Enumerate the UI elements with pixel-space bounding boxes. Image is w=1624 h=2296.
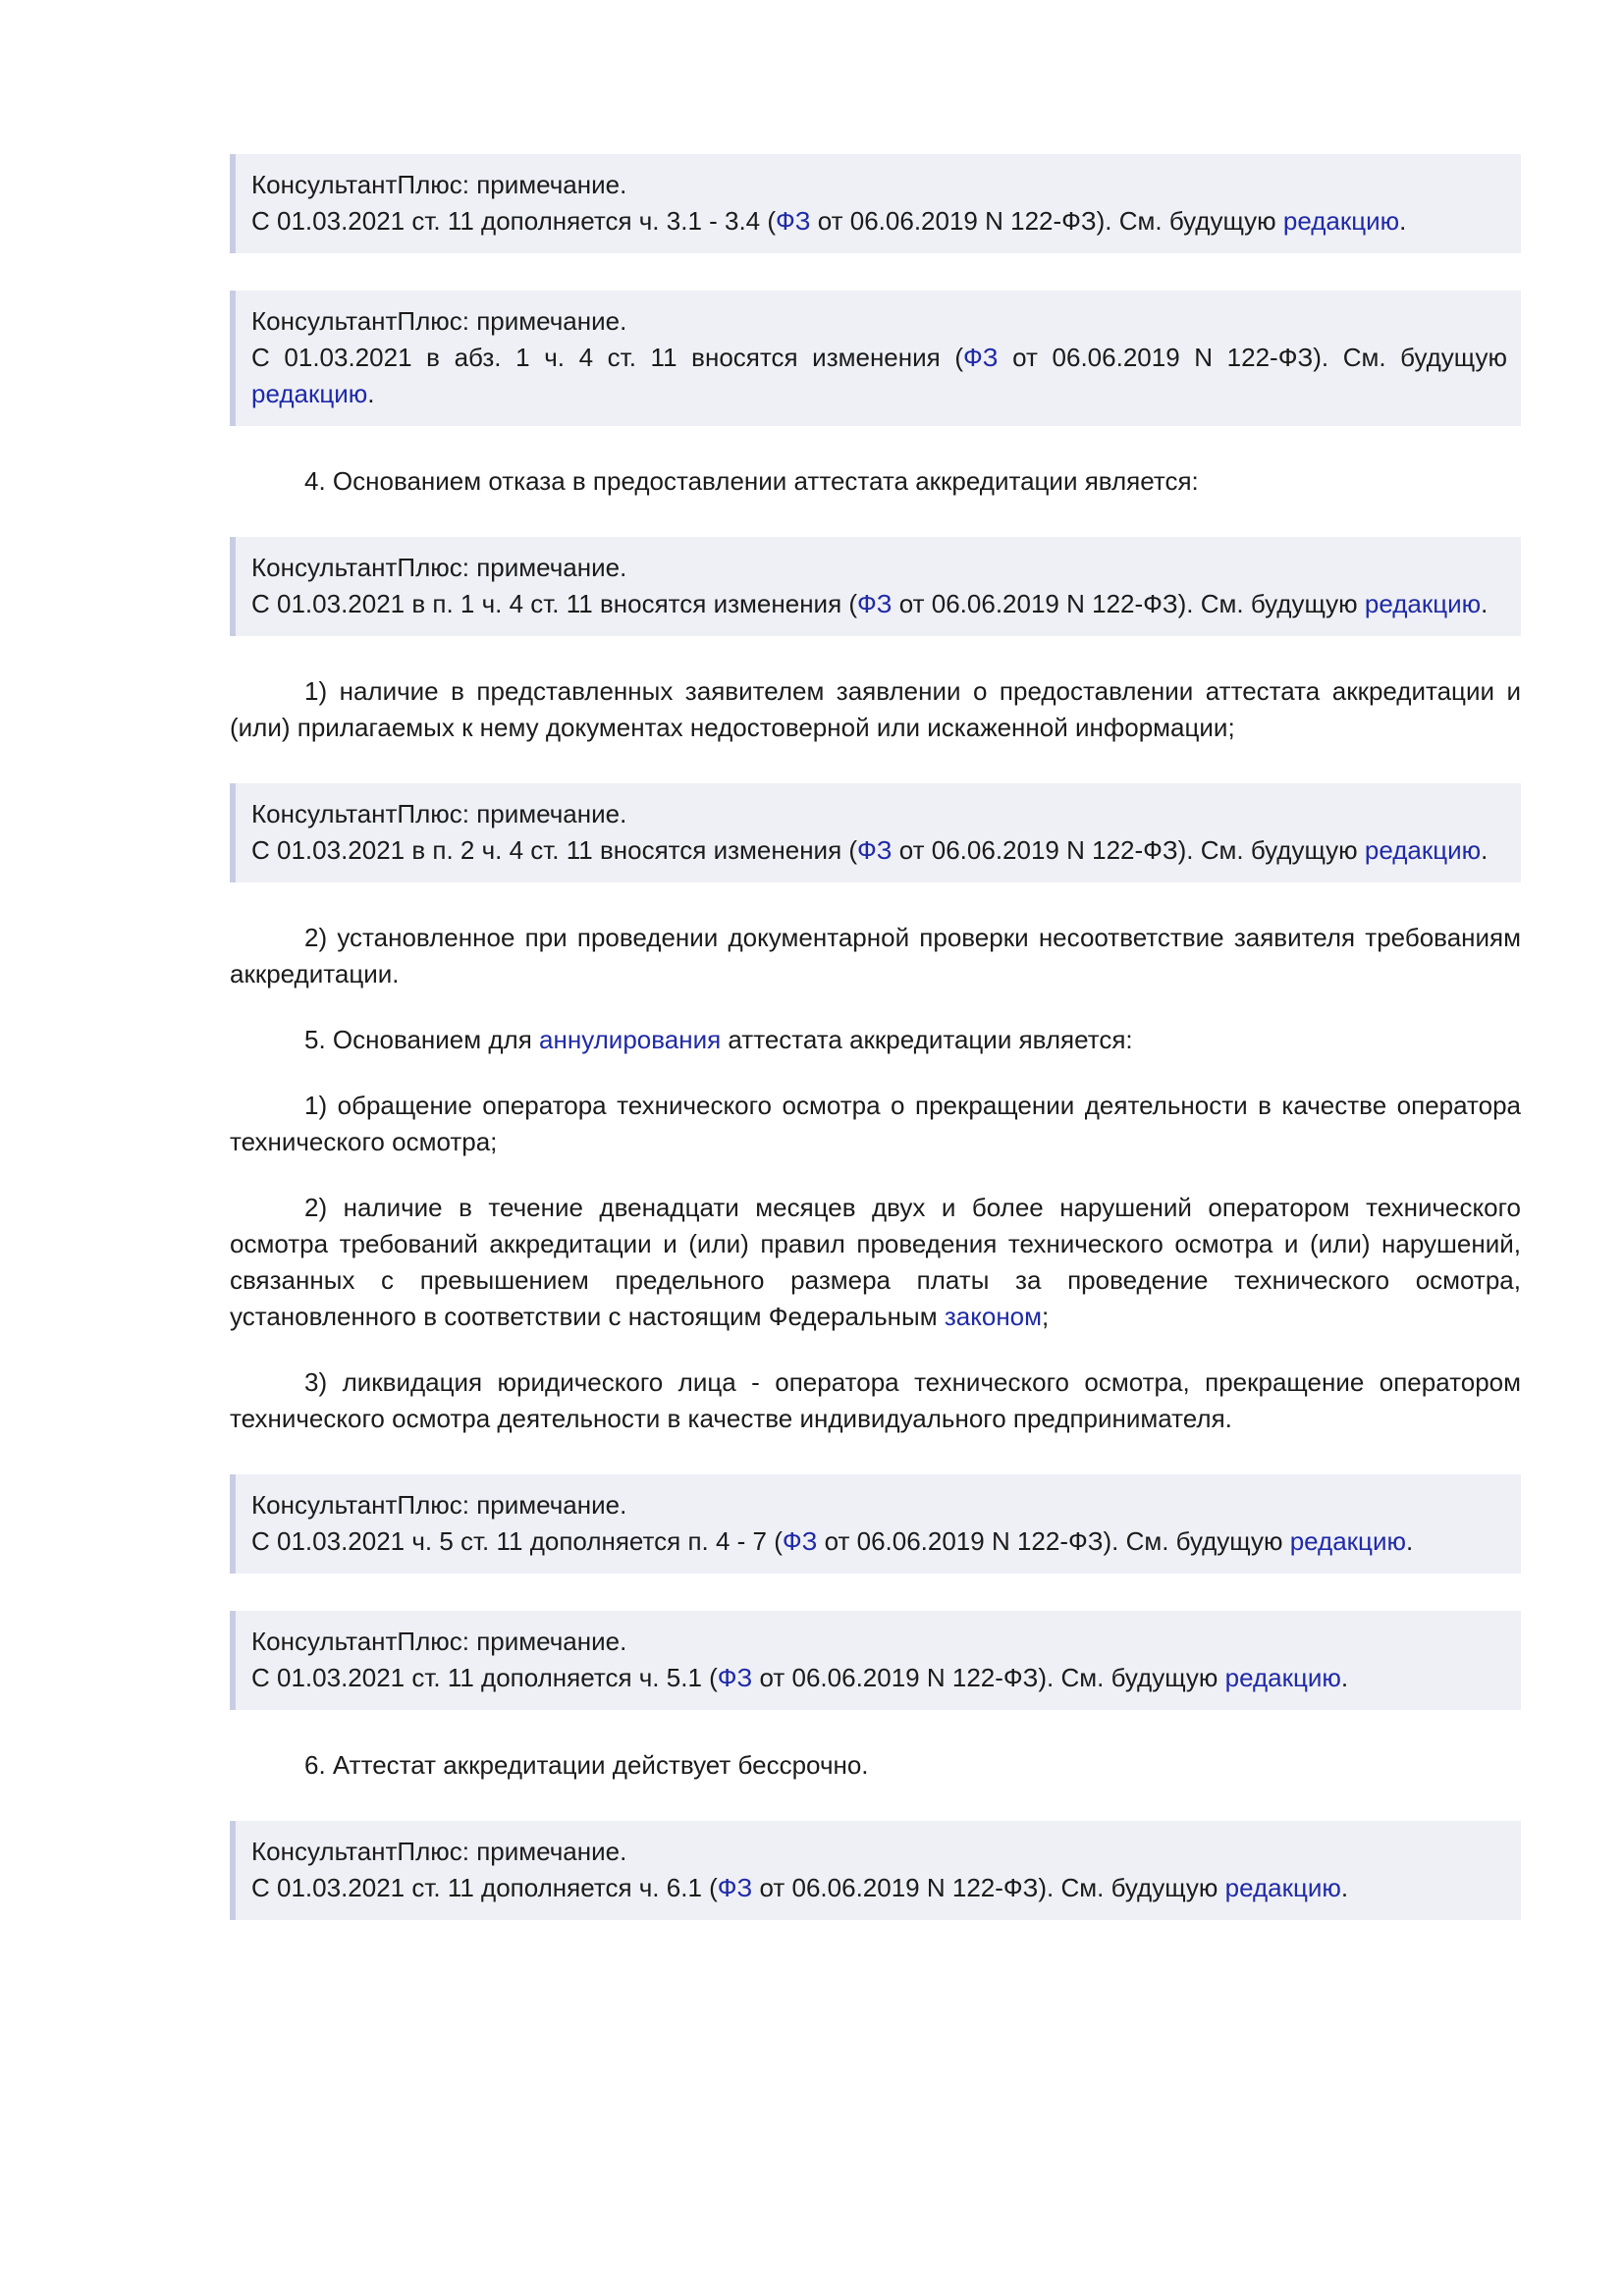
document-link[interactable]: редакцию	[1282, 206, 1400, 236]
text-run: С 01.03.2021 ст. 11 дополняется ч. 6.1 (	[251, 1873, 718, 1902]
paragraph	[230, 920, 1521, 992]
note-text	[251, 203, 1507, 240]
text-run: С 01.03.2021 в абз. 1 ч. 4 ст. 11 вносятся изменения (	[251, 343, 964, 372]
consultant-note	[230, 291, 1521, 426]
document-link[interactable]: редакцию	[1224, 1873, 1341, 1902]
text-run: .	[1340, 1663, 1349, 1692]
text-run: .	[1405, 1526, 1414, 1556]
paragraph	[230, 1747, 1521, 1784]
consultant-note	[230, 1474, 1521, 1574]
note-heading: КонсультантПлюс: примечание.	[251, 1490, 627, 1520]
text-run: от 06.06.2019 N 122-ФЗ). См. будущую	[752, 1873, 1225, 1902]
note-heading: КонсультантПлюс: примечание.	[251, 170, 627, 199]
consultant-note	[230, 783, 1521, 882]
text-run: от 06.06.2019 N 122-ФЗ). См. будущую	[892, 589, 1365, 618]
text-run: от 06.06.2019 N 122-ФЗ). См. будущую	[817, 1526, 1290, 1556]
consultant-note	[230, 537, 1521, 636]
note-heading: КонсультантПлюс: примечание.	[251, 1627, 627, 1656]
text-run: от 06.06.2019 N 122-ФЗ). См. будущую	[810, 206, 1283, 236]
text-run: С 01.03.2021 ч. 5 ст. 11 дополняется п. 4 - 7 (	[251, 1526, 783, 1556]
text-run: .	[367, 379, 375, 408]
text-run: 2) наличие в течение двенадцати месяцев двух и более нарушений оператором технического осмотра требований аккредитации и (или) правил проведения технического осмотра и (или) нарушений, связанных с превышением предельного размера платы за проведение технического осмотра, установленного в соответствии с настоящим Федеральным	[230, 1193, 1521, 1331]
text-run: ;	[1042, 1302, 1050, 1331]
document-link[interactable]: редакцию	[1224, 1663, 1341, 1692]
text-run: от 06.06.2019 N 122-ФЗ). См. будущую	[892, 835, 1365, 865]
document-link[interactable]: ФЗ	[857, 835, 893, 865]
paragraph	[230, 673, 1521, 746]
text-run: от 06.06.2019 N 122-ФЗ). См. будущую	[752, 1663, 1225, 1692]
text-run: аттестата аккредитации является:	[721, 1025, 1133, 1054]
document-link[interactable]: ФЗ	[717, 1663, 753, 1692]
text-run: 3) ликвидация юридического лица - оператора технического осмотра, прекращение оператором технического осмотра деятельности в качестве индивидуального предпринимателя.	[230, 1367, 1521, 1433]
note-heading: КонсультантПлюс: примечание.	[251, 1837, 627, 1866]
note-text	[251, 586, 1507, 622]
text-run: от 06.06.2019 N 122-ФЗ). См. будущую	[998, 343, 1507, 372]
text-run: 4. Основанием отказа в предоставлении аттестата аккредитации является:	[304, 466, 1199, 496]
paragraph	[230, 1022, 1521, 1058]
paragraph	[230, 1364, 1521, 1437]
paragraph	[230, 1088, 1521, 1160]
document-link[interactable]: редакцию	[251, 379, 368, 408]
note-text	[251, 832, 1507, 869]
note-text	[251, 1523, 1507, 1560]
document-link[interactable]: ФЗ	[782, 1526, 818, 1556]
document-link[interactable]: ФЗ	[857, 589, 893, 618]
consultant-note	[230, 154, 1521, 253]
document-link[interactable]: ФЗ	[963, 343, 999, 372]
consultant-note	[230, 1611, 1521, 1710]
document-link[interactable]: законом	[944, 1302, 1043, 1331]
note-heading: КонсультантПлюс: примечание.	[251, 306, 627, 336]
text-run: .	[1481, 835, 1489, 865]
text-run: 5. Основанием для	[304, 1025, 540, 1054]
document-link[interactable]: редакцию	[1364, 835, 1482, 865]
text-run: С 01.03.2021 в п. 1 ч. 4 ст. 11 вносятся изменения (	[251, 589, 858, 618]
document-link[interactable]: аннулирования	[539, 1025, 722, 1054]
note-text	[251, 1870, 1507, 1906]
text-run: .	[1340, 1873, 1349, 1902]
document-link[interactable]: ФЗ	[776, 206, 811, 236]
text-run: 2) установленное при проведении документарной проверки несоответствие заявителя требованиям аккредитации.	[230, 923, 1521, 988]
text-run: 1) наличие в представленных заявителем заявлении о предоставлении аттестата аккредитации и (или) прилагаемых к нему документах недостоверной или искаженной информации;	[230, 676, 1521, 742]
text-run: С 01.03.2021 ст. 11 дополняется ч. 5.1 (	[251, 1663, 718, 1692]
note-text	[251, 1660, 1507, 1696]
text-run: .	[1481, 589, 1489, 618]
text-run: .	[1399, 206, 1407, 236]
document-content	[230, 154, 1521, 1920]
document-link[interactable]: редакцию	[1364, 589, 1482, 618]
note-text	[251, 340, 1507, 412]
consultant-note	[230, 1821, 1521, 1920]
note-heading: КонсультантПлюс: примечание.	[251, 553, 627, 582]
paragraph	[230, 463, 1521, 500]
document-link[interactable]: редакцию	[1289, 1526, 1406, 1556]
document-link[interactable]: ФЗ	[717, 1873, 753, 1902]
note-heading: КонсультантПлюс: примечание.	[251, 799, 627, 828]
text-run: С 01.03.2021 ст. 11 дополняется ч. 3.1 - 3.4 (	[251, 206, 777, 236]
text-run: С 01.03.2021 в п. 2 ч. 4 ст. 11 вносятся изменения (	[251, 835, 858, 865]
paragraph	[230, 1190, 1521, 1335]
text-run: 1) обращение оператора технического осмотра о прекращении деятельности в качестве оператора технического осмотра;	[230, 1091, 1521, 1156]
text-run: 6. Аттестат аккредитации действует бессрочно.	[304, 1750, 869, 1780]
